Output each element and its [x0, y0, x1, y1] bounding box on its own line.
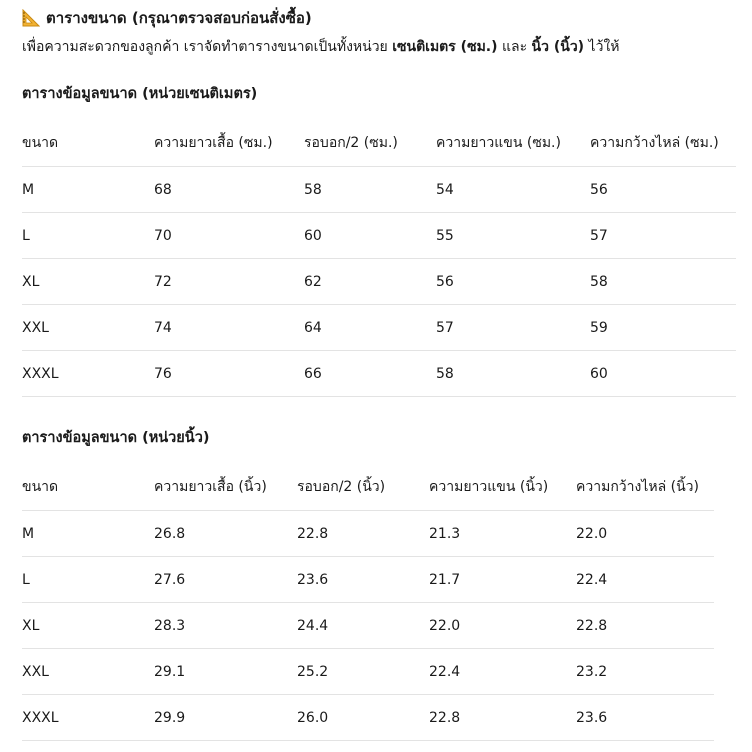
table-cell: XL — [22, 259, 154, 305]
table-cell: XXL — [22, 649, 154, 695]
table-cell: 22.8 — [429, 695, 576, 741]
table-cell: 66 — [304, 351, 436, 397]
table-cell: 54 — [436, 167, 590, 213]
table-cell: XXXL — [22, 351, 154, 397]
table-cell: 58 — [304, 167, 436, 213]
table-cell: 64 — [304, 305, 436, 351]
column-header: รอบอก/2 (ซม.) — [304, 120, 436, 167]
intro-part2: และ — [497, 39, 532, 55]
table-cell: 29.9 — [154, 695, 297, 741]
table-cell: 59 — [590, 305, 736, 351]
table-cell: 55 — [436, 213, 590, 259]
table-cell: 56 — [590, 167, 736, 213]
table-row — [22, 511, 714, 557]
table-cell: 22.0 — [576, 511, 714, 557]
intro-part3: ไว้ให้ — [584, 39, 620, 55]
table-cell: 74 — [154, 305, 304, 351]
table-cell: 21.3 — [429, 511, 576, 557]
table-header-row — [22, 464, 714, 511]
cm-table-title: ตารางข้อมูลขนาด (หน่วยเซนติเมตร) — [22, 86, 258, 102]
table-cell: 22.4 — [429, 649, 576, 695]
inch-size-table — [22, 464, 714, 741]
table-cell: 70 — [154, 213, 304, 259]
table-cell: 58 — [436, 351, 590, 397]
table-cell: 24.4 — [297, 603, 429, 649]
triangular-ruler-icon — [22, 9, 40, 27]
inch-table-title: ตารางข้อมูลขนาด (หน่วยนิ้ว) — [22, 430, 210, 446]
column-header: ความยาวแขน (ซม.) — [436, 120, 590, 167]
table-cell: 23.6 — [297, 557, 429, 603]
table-row — [22, 351, 736, 397]
table-row — [22, 695, 714, 741]
column-header: ขนาด — [22, 464, 154, 511]
table-cell: 26.0 — [297, 695, 429, 741]
table-cell: 60 — [590, 351, 736, 397]
table-cell: L — [22, 213, 154, 259]
table-cell: M — [22, 511, 154, 557]
table-cell: 25.2 — [297, 649, 429, 695]
table-row — [22, 603, 714, 649]
table-cell: 27.6 — [154, 557, 297, 603]
table-cell: 62 — [304, 259, 436, 305]
column-header: รอบอก/2 (นิ้ว) — [297, 464, 429, 511]
heading-text: ตารางขนาด (กรุณาตรวจสอบก่อนสั่งซื้อ) — [46, 9, 312, 27]
column-header: ขนาด — [22, 120, 154, 167]
table-cell: 76 — [154, 351, 304, 397]
table-cell: XL — [22, 603, 154, 649]
table-cell: 58 — [590, 259, 736, 305]
intro-unit-in: นิ้ว (นิ้ว) — [531, 39, 585, 55]
table-cell: 68 — [154, 167, 304, 213]
table-cell: 23.6 — [576, 695, 714, 741]
table-cell: 56 — [436, 259, 590, 305]
intro-unit-cm: เซนติเมตร (ซม.) — [392, 39, 498, 55]
table-cell: 22.4 — [576, 557, 714, 603]
cm-size-table — [22, 120, 736, 397]
table-cell: 26.8 — [154, 511, 297, 557]
table-cell: 22.0 — [429, 603, 576, 649]
table-cell: 29.1 — [154, 649, 297, 695]
table-cell: XXL — [22, 305, 154, 351]
table-row — [22, 649, 714, 695]
table-cell: M — [22, 167, 154, 213]
table-row — [22, 213, 736, 259]
table-cell: L — [22, 557, 154, 603]
table-cell: 23.2 — [576, 649, 714, 695]
table-row — [22, 557, 714, 603]
table-cell: 57 — [436, 305, 590, 351]
column-header: ความยาวเสื้อ (ซม.) — [154, 120, 304, 167]
table-cell: 72 — [154, 259, 304, 305]
table-header-row — [22, 120, 736, 167]
table-cell: 57 — [590, 213, 736, 259]
table-cell: 22.8 — [297, 511, 429, 557]
page-heading — [22, 6, 312, 30]
table-cell: XXXL — [22, 695, 154, 741]
table-row — [22, 259, 736, 305]
column-header: ความกว้างไหล่ (นิ้ว) — [576, 464, 714, 511]
table-cell: 21.7 — [429, 557, 576, 603]
table-cell: 60 — [304, 213, 436, 259]
column-header: ความยาวแขน (นิ้ว) — [429, 464, 576, 511]
intro-part1: เพื่อความสะดวกของลูกค้า เราจัดทำตารางขนาดเป็นทั้งหน่วย — [22, 39, 393, 55]
column-header: ความกว้างไหล่ (ซม.) — [590, 120, 736, 167]
table-row — [22, 305, 736, 351]
column-header: ความยาวเสื้อ (นิ้ว) — [154, 464, 297, 511]
table-cell: 28.3 — [154, 603, 297, 649]
table-row — [22, 167, 736, 213]
intro-text — [22, 36, 620, 58]
table-cell: 22.8 — [576, 603, 714, 649]
